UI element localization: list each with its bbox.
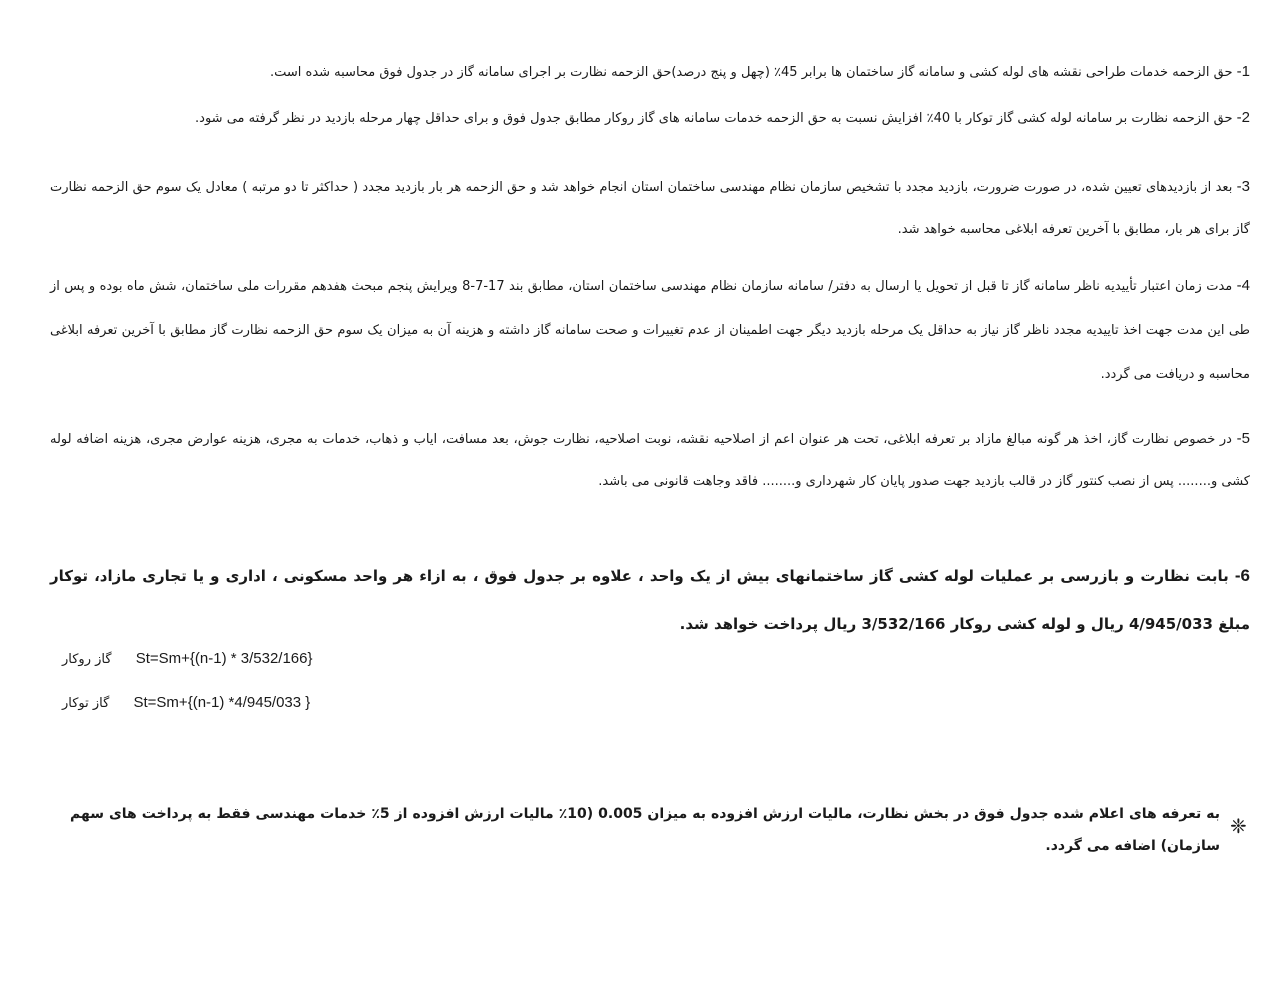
paragraph-4 xyxy=(50,264,1250,397)
vat-note xyxy=(70,798,1220,862)
paragraph-6 xyxy=(50,552,1250,648)
formula-expression: St=Sm+{(n-1) * 3/532/166} xyxy=(135,650,313,667)
paragraph-text: بعد از بازدیدهای تعیین شده، در صورت ضرورت، بازدید مجدد با تشخیص سازمان نظام مهندسی ساختمان استان انجام خواهد شد و حق الزحمه هر بار بازدید مجدد ( حداکثر تا دو مرتبه ) معادل یک سوم حق الزحمه نظارت گاز برای هر بار، مطابق با آخرین تعرفه ابلاغی محاسبه خواهد شد. xyxy=(50,180,1250,237)
note-text: به تعرفه های اعلام شده جدول فوق در بخش نظارت، مالیات ارزش افزوده به میزان 0.005 (10٪ مالیات ارزش افزوده از 5٪ خدمات مهندسی فقط به پرداخت های سهم سازمان) اضافه می گردد. xyxy=(70,806,1220,854)
formula-label: گاز توکار xyxy=(62,696,110,711)
paragraph-text: مدت زمان اعتبار تأییدیه ناظر سامانه گاز تا قبل از تحویل یا ارسال به دفتر/ سامانه سازمان نظام مهندسی ساختمان استان، مطابق بند 17-7-8 ویرایش پنجم مبحث هفدهم مقررات ملی ساختمان، شش ماه بوده و پس از طی این مدت جهت اخذ تاییدیه مجدد ناظر گاز نیاز به حداقل یک مرحله بازدید دیگر جهت اطمینان از عدم تغییرات و صحت سامانه گاز داشته و هزینه آن به میزان یک سوم حق الزحمه نظارت گاز مطابق با آخرین تعرفه ابلاغی محاسبه و دریافت می گردد. xyxy=(50,279,1250,382)
paragraph-number: 4- xyxy=(1236,277,1250,294)
paragraph-2 xyxy=(50,106,1250,131)
paragraph-text: حق الزحمه خدمات طراحی نقشه های لوله کشی و سامانه گاز ساختمان ها برابر 45٪ (چهل و پنج درصد)حق الزحمه نظارت بر اجرای سامانه گاز در جدول فوق محاسبه شده است. xyxy=(269,65,1233,80)
formula-surface-gas xyxy=(62,650,313,667)
formula-concealed-gas xyxy=(62,694,310,711)
paragraph-1 xyxy=(50,60,1250,85)
paragraph-3 xyxy=(50,166,1250,251)
paragraph-number: 6- xyxy=(1234,566,1250,585)
paragraph-text: حق الزحمه نظارت بر سامانه لوله کشی گاز توکار با 40٪ افزایش نسبت به حق الزحمه خدمات سامانه های گاز روکار مطابق جدول فوق و برای حداقل چهار مرحله بازدید در نظر گرفته می شود. xyxy=(195,111,1233,126)
paragraph-number: 3- xyxy=(1236,178,1250,195)
paragraph-number: 1- xyxy=(1236,63,1250,80)
paragraph-number: 5- xyxy=(1236,430,1250,447)
paragraph-5 xyxy=(50,418,1250,503)
formula-expression: St=Sm+{(n-1) *4/945/033 } xyxy=(133,694,311,711)
paragraph-text: بابت نظارت و بازرسی بر عملیات لوله کشی گاز ساختمانهای بیش از یک واحد ، علاوه بر جدول فوق ، به ازاء هر واحد مسکونی ، اداری و یا تجاری مازاد، توکار مبلغ 4/945/033 ریال و لوله کشی روکار 3/532/166 ریال پرداخت خواهد شد. xyxy=(50,567,1250,633)
paragraph-text: در خصوص نظارت گاز، اخذ هر گونه مبالغ مازاد بر تعرفه ابلاغی، تحت هر عنوان اعم از اصلاحیه نقشه، نوبت اصلاحیه، نظارت جوش، بعد مسافت، ایاب و ذهاب، خدمات به مجری، هزینه عوارض مجری، هزینه اضافه لوله کشی و........ پس از نصب کنتور گاز در قالب بازدید جهت صدور پایان کار شهرداری و........ فاقد وجاهت قانونی می باشد. xyxy=(50,432,1250,489)
asterisk-bullet-icon: ❈ xyxy=(1230,814,1247,838)
paragraph-number: 2- xyxy=(1236,109,1250,126)
formula-label: گاز روکار xyxy=(62,652,112,667)
